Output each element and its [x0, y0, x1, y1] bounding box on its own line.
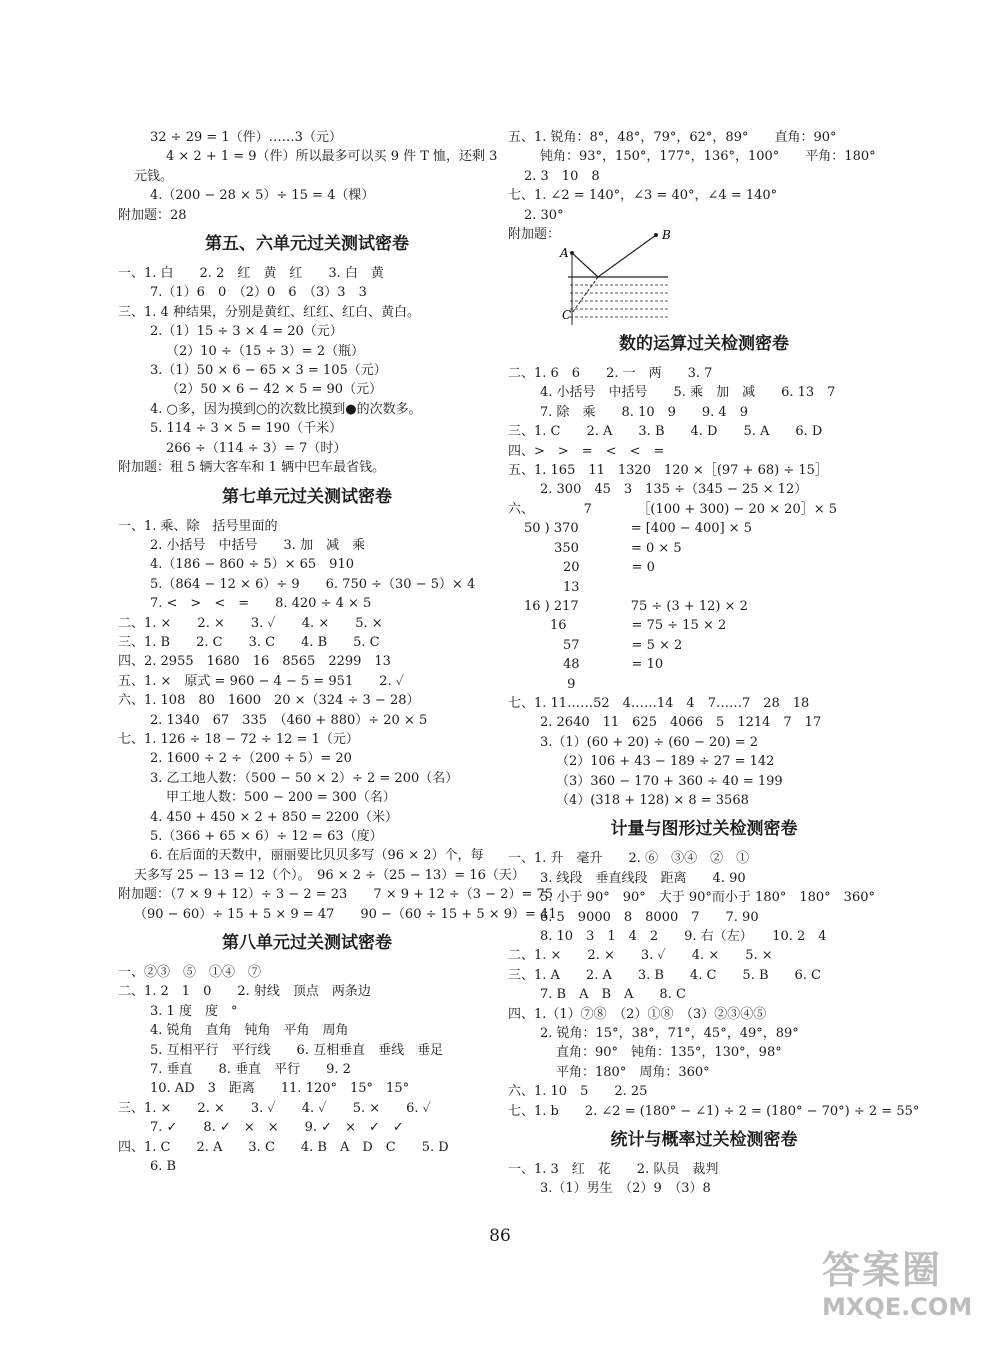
watermark-bottom-text: MXQE.COM [822, 1293, 973, 1321]
answer-line: （2）10 ÷（15 ÷ 3）= 2（瓶） [166, 343, 365, 359]
answer-line: 天多写 25 − 13 = 12（个）。 96 × 2 ÷（25 − 13）= 16（天） [134, 867, 525, 883]
point-b-dot [654, 233, 658, 237]
answer-line: 57 = 5 × 2 [524, 637, 683, 653]
answer-line: 10. AD 3 距离 11. 120° 15° 15° [150, 1081, 410, 1097]
answer-line: 7. B A B A 8. C [540, 987, 686, 1003]
answer-line: 三、1. C 2. A 3. B 4. D 5. A 6. D [508, 424, 823, 440]
answer-line: 4. 小括号 中括号 5. 乘 加 减 6. 13 7 [540, 385, 836, 401]
figure-drawing [558, 225, 738, 325]
answer-line: 五、1. 165 11 1320 120 ×［(97 + 68) ÷ 15］ [508, 463, 828, 479]
answer-line: （90 − 60）÷ 15 + 5 × 9 = 47 90 −（60 ÷ 15 + 5 × 9）= 41 [134, 906, 557, 922]
answer-line: 七、1. b 2. ∠2 = (180° − ∠1) ÷ 2 = (180° − 70°) ÷ 2 = 55° [508, 1103, 920, 1119]
water-hatching [570, 285, 668, 317]
answer-line: 3.（1）(60 + 20) ÷ (60 − 20) = 2 [540, 734, 759, 750]
answer-line: 一、1. 乘、除 括号里面的 [118, 518, 278, 534]
page-number: 86 [489, 1226, 511, 1246]
answer-line: 七、1. 126 ÷ 18 − 72 ÷ 12 = 1（元） [118, 731, 359, 747]
answer-line: 附加题：28 [118, 207, 187, 223]
answer-line: 2. 1340 67 335 （460 + 880）÷ 20 × 5 [150, 712, 428, 728]
section-title: 统计与概率过关检测密卷 [610, 1130, 798, 1151]
answer-line: 四、> > = < < = [508, 443, 665, 459]
answer-line: 350 = 0 × 5 [524, 540, 682, 556]
virtual-ray [572, 277, 598, 313]
answer-line: 3. 1 度 度 ° [150, 1003, 238, 1019]
section-title: 第五、六单元过关测试密卷 [205, 234, 409, 255]
right-top-block [508, 128, 900, 225]
answer-line: 四、1.（1）⑦⑧ （2）①⑧ （3）②③④⑤ [508, 1006, 767, 1022]
answer-line: 5.（864 − 12 × 6）÷ 9 6. 750 ÷（30 − 5）× 4 [150, 576, 476, 592]
answer-line: 32 ÷ 29 = 1（件）……3（元） [150, 130, 342, 145]
answer-line: 三、1. 4 种结果，分别是黄红、红红、红白、黄白。 [118, 304, 420, 320]
answer-line: 甲工地人数：500 − 200 = 300（名） [166, 790, 396, 806]
answer-line: （4）(318 + 128) × 8 = 3568 [556, 792, 749, 808]
answer-line: 钝角：93°，150°，177°，136°，100° 平角：180° [540, 149, 876, 165]
answer-line: 平角：180° 周角：360° [556, 1064, 710, 1080]
point-a-label: A [560, 246, 569, 261]
answer-line: 20 = 0 [524, 560, 655, 576]
answer-line: 7. ✓ 8. ✓ × × 9. ✓ × ✓ ✓ [150, 1120, 404, 1136]
answer-line: 六、1. 108 80 1600 20 ×（324 ÷ 3 − 28） [118, 693, 420, 709]
answer-line: 二、1. × 2. × 3. ✓ 4. × 5. × [118, 615, 383, 631]
answer-line: 5. 小于 90° 90° 大于 90°而小于 180° 180° 360° [540, 890, 875, 906]
answer-line: 2. 1600 ÷ 2 ÷（200 ÷ 5）= 20 [150, 751, 352, 767]
answer-line: 8. 10 3 1 4 2 9. 右（左） 10. 2 4 [540, 929, 827, 944]
answer-line: 3.（1）男生 （2）9 （3）8 [540, 1181, 711, 1197]
answer-line: 7. 垂直 8. 垂直 平行 9. 2 [150, 1062, 351, 1078]
answer-line: 6. 5 9000 8 8000 7 7. 90 [540, 909, 759, 925]
answer-line: 四、2. 2955 1680 16 8565 2299 13 [118, 654, 391, 670]
answer-line: 6. B [150, 1159, 177, 1175]
section-title: 第七单元过关测试密卷 [222, 486, 392, 507]
answer-line: 二、1. 2 1 0 2. 射线 顶点 两条边 [118, 984, 371, 1000]
answer-line: 5.（366 + 65 × 6）÷ 12 = 63（度） [150, 829, 383, 844]
answer-line: 2. 锐角：15°，38°，71°，45°，49°，89° [540, 1026, 799, 1042]
answer-line: 五、1. 锐角：8°，48°，79°，62°，89° 直角：90° [508, 130, 837, 145]
answer-line: （3）360 − 170 + 360 ÷ 40 = 199 [556, 773, 783, 789]
answer-line: 一、1. 升 毫升 2. ⑥ ③④ ② ① [508, 851, 750, 867]
answer-line: 6. 在后面的天数中，丽丽要比贝贝多写（96 × 2）个，每 [150, 848, 484, 864]
watermark-top-text: 答案圈 [822, 1248, 943, 1292]
incident-ray [572, 253, 598, 277]
answer-line: 266 ÷（114 ÷ 3）= 7（时） [166, 440, 347, 456]
answer-line: 附加题：租 5 辆大客车和 1 辆中巴车最省钱。 [118, 460, 386, 476]
answer-line: 4 × 2 + 1 = 9（件）所以最多可以买 9 件 T 恤，还剩 3 [166, 149, 498, 165]
answer-line: 一、1. 3 红 花 2. 队员 裁判 [508, 1162, 719, 1178]
answer-line: 三、1. × 2. × 3. ✓ 4. ✓ 5. × 6. ✓ [118, 1100, 432, 1116]
answer-line: 六、 7 ［(100 + 300) − 20 × 20］× 5 [508, 501, 838, 517]
answer-line: 七、1. 11……52 4……14 4 7……7 28 18 [508, 695, 810, 711]
point-a-dot [570, 251, 574, 255]
answer-line: 3. 乙工地人数：（500 − 50 × 2）÷ 2 = 200（名） [150, 770, 459, 786]
answer-line: 4.（200 − 28 × 5）÷ 15 = 4（棵） [150, 188, 375, 204]
answer-line: 4. 450 + 450 × 2 + 850 = 2200（米） [150, 809, 398, 825]
section-title: 数的运算过关检测密卷 [619, 334, 789, 355]
reflected-ray [598, 235, 656, 277]
answer-line: 附加题：（7 × 9 + 12）÷ 3 − 2 = 23 7 × 9 + 12 ÷（3 − 2）= 75 [118, 887, 554, 903]
answer-line: 2. 300 45 3 135 ÷（345 − 25 × 12） [540, 482, 808, 498]
answer-line: 五、1. × 原式 = 960 − 4 − 5 = 951 2. ✓ [118, 673, 405, 689]
answer-line: 元钱。 [134, 168, 174, 184]
section-title: 第八单元过关测试密卷 [222, 933, 392, 954]
answer-line: 4.（186 − 860 ÷ 5）× 65 910 [150, 557, 354, 573]
answer-line: （2）106 + 43 − 189 ÷ 27 = 142 [556, 754, 775, 770]
answer-line: 16 ) 217 75 ÷ (3 + 12) × 2 [524, 598, 748, 614]
answer-line: 4. ○多，因为摸到○的次数比摸到●的次数多。 [150, 401, 422, 417]
answer-line: 5. 互相平行 平行线 6. 互相垂直 垂线 垂足 [150, 1042, 444, 1058]
point-b-label: B [662, 228, 671, 243]
answer-line: 二、1. 6 6 2. 一 两 3. 7 [508, 366, 713, 382]
right-column [508, 128, 920, 1199]
section-title: 计量与图形过关检测密卷 [610, 819, 798, 840]
answer-line: 4. 锐角 直角 钝角 平角 周角 [150, 1023, 349, 1039]
answer-line: 一、1. 白 2. 2 红 黄 红 3. 白 黄 [118, 266, 384, 282]
answer-line: 六、1. 10 5 2. 25 [508, 1084, 648, 1100]
answer-line: 50 ) 370 = [400 − 400] × 5 [524, 521, 753, 537]
answer-line: 四、1. C 2. A 3. C 4. B A D C 5. D [118, 1139, 449, 1155]
reflection-figure [508, 225, 900, 325]
answer-line: 9 [524, 676, 576, 692]
answer-line: 二、1. × 2. × 3. ✓ 4. × 5. × [508, 948, 773, 964]
answer-line: 直角：90° 钝角：135°，130°，98° [556, 1045, 782, 1061]
answer-line: 七、1. ∠2 = 140°，∠3 = 40°，∠4 = 140° [508, 188, 778, 204]
answer-line: 13 [524, 579, 580, 595]
answer-line: 三、1. A 2. A 3. B 4. C 5. B 6. C [508, 967, 821, 983]
figure-label: 附加题： [508, 227, 561, 243]
answer-line: 48 = 10 [524, 657, 664, 673]
answer-line: 一、②③ ⑤ ①④ ⑦ [118, 965, 262, 981]
answer-line: 2. 30° [524, 207, 564, 223]
answer-line: 2. 小括号 中括号 3. 加 减 乘 [150, 537, 366, 553]
answer-line: 16 = 75 ÷ 15 × 2 [524, 618, 727, 634]
right-bottom-block [508, 332, 920, 1199]
answer-line: 三、1. B 2. C 3. C 4. B 5. C [118, 634, 380, 650]
answer-line: 2. 3 10 8 [524, 168, 600, 184]
watermark-logo [822, 1248, 992, 1340]
answer-line: 7. < > < = 8. 420 ÷ 4 × 5 [150, 596, 372, 612]
answer-line: 2. 2640 11 625 4066 5 1214 7 17 [540, 715, 822, 731]
answer-line: 7. 除 乘 8. 10 9 9. 4 9 [540, 404, 748, 420]
point-c-label: C [562, 308, 572, 323]
answer-line: （2）50 × 6 − 42 × 5 = 90（元） [166, 382, 383, 398]
answer-line: 2.（1）15 ÷ 3 × 4 = 20（元） [150, 324, 343, 340]
answer-line: 5. 114 ÷ 3 × 5 = 190（千米） [150, 421, 343, 437]
answer-line: 3. 线段 垂直线段 距离 4. 90 [540, 870, 746, 886]
answer-line: 3.（1）50 × 6 − 65 × 3 = 105（元） [150, 363, 387, 379]
answer-line: 7.（1）6 0 （2）0 6 （3）3 3 [150, 285, 367, 301]
